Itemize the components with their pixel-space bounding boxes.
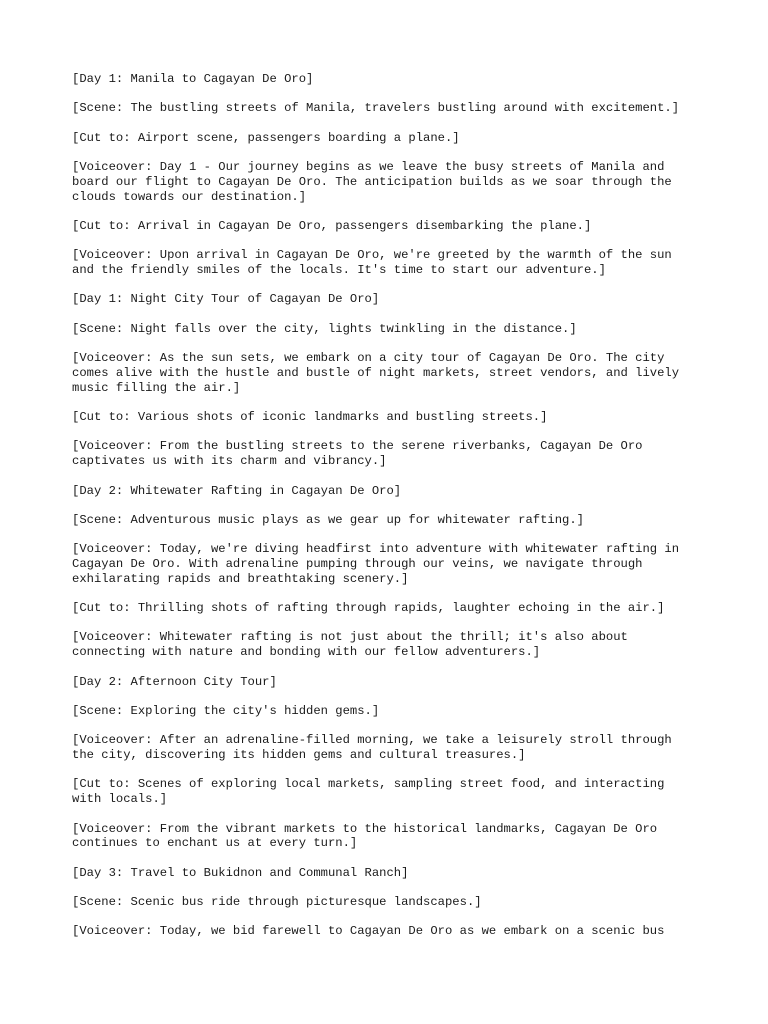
script-line: [Scene: Adventurous music plays as we gear up for whitewater rafting.] xyxy=(72,512,584,527)
script-line: [Voiceover: Whitewater rafting is not just about the thrill; it's also about xyxy=(72,630,628,645)
script-paragraph xyxy=(72,866,712,881)
script-paragraph xyxy=(72,895,712,910)
script-paragraph xyxy=(72,439,712,468)
script-line: [Cut to: Various shots of iconic landmarks and bustling streets.] xyxy=(72,410,548,425)
script-paragraph xyxy=(72,924,712,939)
script-paragraph xyxy=(72,351,712,395)
script-paragraph xyxy=(72,777,712,806)
script-line: music filling the air.] xyxy=(72,380,241,395)
script-paragraph xyxy=(72,704,712,719)
script-paragraph xyxy=(72,822,712,851)
script-line: [Voiceover: Today, we bid farewell to Cagayan De Oro as we embark on a scenic bus xyxy=(72,924,665,939)
script-line: [Voiceover: Upon arrival in Cagayan De Oro, we're greeted by the warmth of the sun xyxy=(72,248,672,263)
script-line: [Day 1: Manila to Cagayan De Oro] xyxy=(72,72,314,86)
script-line: comes alive with the hustle and bustle of night markets, street vendors, and lively xyxy=(72,365,680,380)
script-line: connecting with nature and bonding with our fellow adventurers.] xyxy=(72,645,541,660)
script-paragraph xyxy=(72,322,712,337)
script-line: [Voiceover: As the sun sets, we embark on a city tour of Cagayan De Oro. The city xyxy=(72,351,665,366)
script-paragraph xyxy=(72,248,712,277)
script-paragraph xyxy=(72,292,712,307)
script-paragraph xyxy=(72,72,712,87)
script-line: [Voiceover: From the bustling streets to the serene riverbanks, Cagayan De Oro xyxy=(72,439,643,454)
script-paragraph xyxy=(72,733,712,762)
script-line: [Voiceover: Day 1 - Our journey begins as we leave the busy streets of Manila and xyxy=(72,160,665,175)
script-paragraph xyxy=(72,101,712,116)
script-line: [Day 2: Whitewater Rafting in Cagayan De Oro] xyxy=(72,483,402,498)
script-paragraph xyxy=(72,601,712,616)
script-line: [Cut to: Scenes of exploring local markets, sampling street food, and interacting xyxy=(72,777,665,792)
script-line: [Day 3: Travel to Bukidnon and Communal Ranch] xyxy=(72,865,409,880)
script-line: [Scene: Night falls over the city, lights twinkling in the distance.] xyxy=(72,321,577,336)
script-line: [Scene: Exploring the city's hidden gems.] xyxy=(72,703,380,718)
script-paragraph xyxy=(72,542,712,586)
script-line: [Voiceover: Today, we're diving headfirst into adventure with whitewater rafting in xyxy=(72,542,680,557)
script-body xyxy=(72,72,712,954)
script-line: exhilarating rapids and breathtaking scenery.] xyxy=(72,571,409,586)
script-paragraph xyxy=(72,675,712,690)
script-line: [Cut to: Airport scene, passengers boarding a plane.] xyxy=(72,130,460,145)
script-paragraph xyxy=(72,513,712,528)
script-line: board our flight to Cagayan De Oro. The anticipation builds as we soar through the xyxy=(72,174,672,189)
script-line: the city, discovering its hidden gems and cultural treasures.] xyxy=(72,748,526,763)
script-paragraph xyxy=(72,484,712,499)
script-line: continues to enchant us at every turn.] xyxy=(72,836,358,851)
script-line: Cagayan De Oro. With adrenaline pumping through our veins, we navigate through xyxy=(72,557,643,571)
script-line: with locals.] xyxy=(72,792,168,807)
script-paragraph xyxy=(72,131,712,146)
script-line: [Cut to: Thrilling shots of rafting through rapids, laughter echoing in the air.] xyxy=(72,601,665,616)
script-line: captivates us with its charm and vibrancy.] xyxy=(72,454,387,469)
script-paragraph xyxy=(72,219,712,234)
script-line: [Scene: Scenic bus ride through picturesque landscapes.] xyxy=(72,895,482,910)
script-paragraph xyxy=(72,410,712,425)
script-line: clouds towards our destination.] xyxy=(72,189,307,204)
script-line: [Voiceover: From the vibrant markets to the historical landmarks, Cagayan De Oro xyxy=(72,821,658,836)
script-line: [Day 2: Afternoon City Tour] xyxy=(72,674,277,689)
script-line: [Cut to: Arrival in Cagayan De Oro, passengers disembarking the plane.] xyxy=(72,218,592,233)
script-line: [Scene: The bustling streets of Manila, travelers bustling around with excitement.] xyxy=(72,101,680,116)
script-line: and the friendly smiles of the locals. It's time to start our adventure.] xyxy=(72,263,606,278)
script-line: [Voiceover: After an adrenaline-filled morning, we take a leisurely stroll through xyxy=(72,733,672,748)
script-paragraph xyxy=(72,630,712,659)
script-line: [Day 1: Night City Tour of Cagayan De Oro] xyxy=(72,292,380,307)
script-paragraph xyxy=(72,160,712,204)
